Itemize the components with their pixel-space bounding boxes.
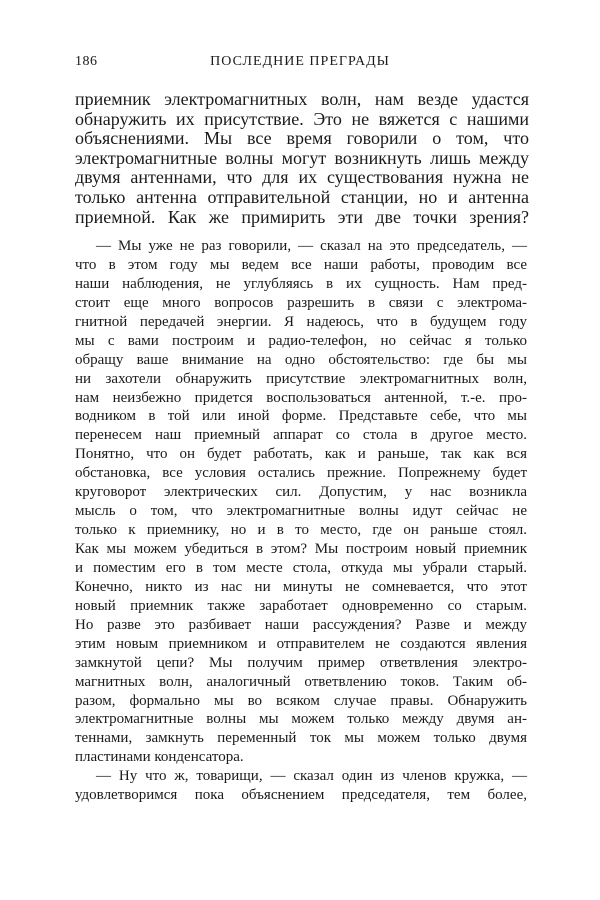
text-line: замкнутой цепи? Мы получим пример ответвления электро- <box>75 654 527 671</box>
text-line: объяснениями. Мы все время говорили о том, что <box>75 128 529 149</box>
text-line: — Мы уже не раз говорили, — сказал на это председатель, — <box>96 238 527 254</box>
text-line: этим новым приемником и отправителем не создаются явления <box>75 635 527 652</box>
text-line: электромагнитные волны мы можем только между двумя ан- <box>75 711 527 728</box>
text-line: Но разве это разбивает наши рассуждения? Разве и между <box>75 616 527 633</box>
text-line: ни захотели обнаружить присутствие электромагнитных волн, <box>75 370 527 387</box>
text-line: мысль о том, что электромагнитные волны идут сейчас не <box>75 503 527 520</box>
text-line: — Ну что ж, товарищи, — сказал один из членов кружка, — <box>96 768 527 785</box>
text-line: пластинами конденсатора. <box>75 749 244 766</box>
text-line: Конечно, никто из нас ни минуты не сомневается, что этот <box>75 578 527 595</box>
text-line: обнаружить их присутствие. Это не вяжется с нашими <box>75 108 529 129</box>
text-line: круговорот электрических сил. Допустим, у нас возникла <box>75 484 527 501</box>
text-line: нам неизбежно придется воспользоваться антенной, т.-е. про- <box>75 389 527 406</box>
text-line: стоит еще много вопросов разрешить в связи с электрома- <box>75 294 527 311</box>
text-line: только к приемнику, но и в то место, где он раньше стоял. <box>75 522 527 539</box>
text-line: приемник электромагнитных волн, нам везде удастся <box>75 89 529 109</box>
text-line: электромагнитные волны могут возникнуть лишь между <box>75 147 529 168</box>
text-line: обращу ваше внимание на одно обстоятельство: где бы мы <box>75 351 527 368</box>
text-line: Понятно, что он будет работать, как и раньше, так как вся <box>75 446 527 463</box>
text-line: разом, формально мы во всяком случае правы. Обнаружить <box>75 692 527 709</box>
text-line: новый приемник также заработает одновременно со старым. <box>75 597 527 614</box>
text-line: водником в той или иной форме. Представьте себе, что мы <box>75 408 527 425</box>
text-line: перенесем наш приемный аппарат со стола в другое место. <box>75 427 527 444</box>
text-line: гнитной передачей энергии. Я надеюсь, что в будущем году <box>75 313 527 330</box>
text-line: обстановка, все условия остались прежние. Попрежнему будет <box>75 465 527 482</box>
running-title: ПОСЛЕДНИЕ ПРЕГРАДЫ <box>210 54 390 69</box>
small-print-dialogue <box>75 237 527 805</box>
page-number: 186 <box>75 54 98 69</box>
text-line: наши наблюдения, не углубляясь в их сущность. Нам пред- <box>75 275 527 292</box>
text-line: Как мы можем убедиться в этом? Мы построим новый приемник <box>75 541 527 557</box>
text-line: что в этом году мы ведем все наши работы, проводим все <box>75 256 527 273</box>
text-line: мы с вами построим и радио-телефон, но сейчас я только <box>75 332 527 349</box>
text-line: магнитных волн, аналогичный ответвлению токов. Таким об- <box>75 673 527 690</box>
large-print-paragraph <box>75 90 529 227</box>
text-line: только антенна отправительной станции, но и антенна <box>75 186 529 207</box>
text-line: двумя антеннами, что для их существования нужна не <box>75 167 529 188</box>
text-line: приемной. Как же примирить эти две точки зрения? <box>75 206 529 227</box>
text-line: теннами, замкнуть переменный ток мы можем только двумя <box>75 730 527 747</box>
text-line: удовлетворимся пока объяснением председателя, тем более, <box>75 787 527 804</box>
text-line: и поместим его в том месте стола, откуда мы убрали старый. <box>75 559 527 576</box>
